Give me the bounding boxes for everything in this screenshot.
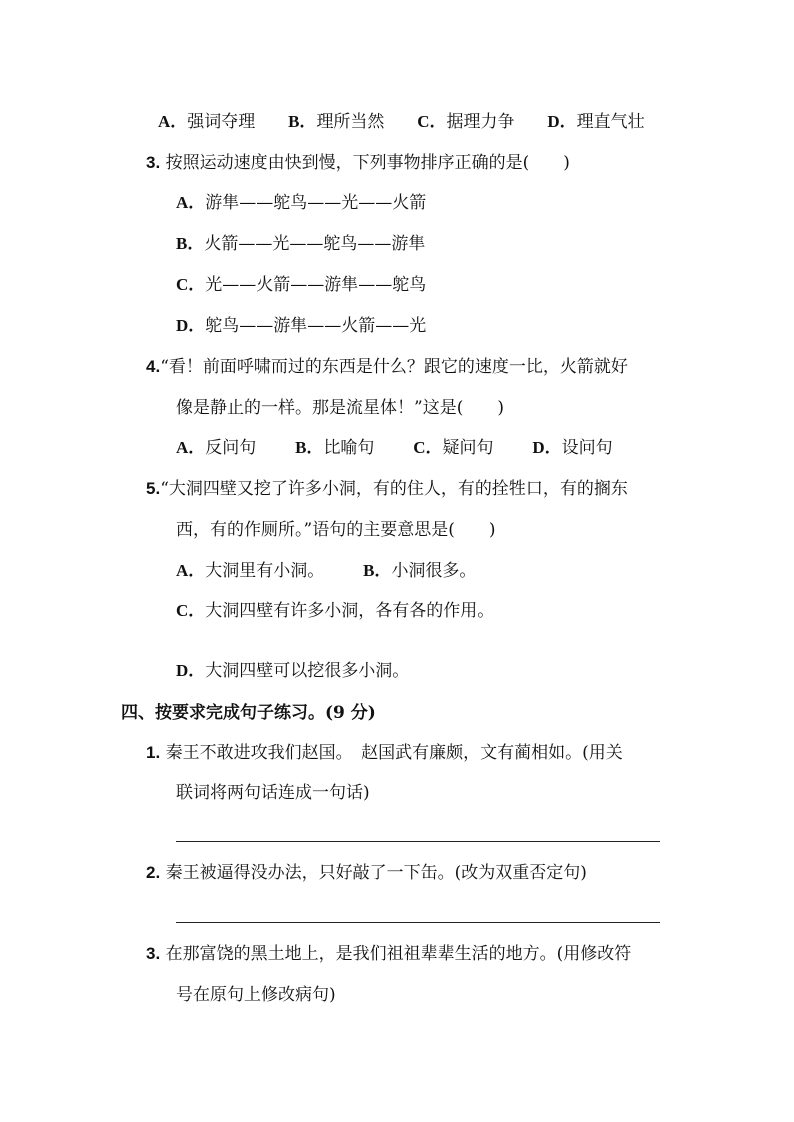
q4-option-b-letter: B． bbox=[295, 438, 324, 457]
q4-text-line1: “看！前面呼啸而过的东西是什么？跟它的速度一比，火箭就好 bbox=[160, 357, 628, 377]
q2-option-a-letter: A． bbox=[158, 112, 188, 131]
q3-stem bbox=[146, 152, 570, 174]
q3-option-b-text: 火箭——光——鸵鸟——游隼 bbox=[204, 234, 426, 254]
q4-option-a-letter: A． bbox=[176, 438, 206, 457]
q5-option-b-text: 小洞很多。 bbox=[391, 561, 477, 581]
s4-item1-number: 1. bbox=[146, 743, 161, 762]
q5-text-line1: “大洞四壁又挖了许多小洞，有的住人，有的拴牲口，有的搁东 bbox=[160, 479, 628, 499]
s4-item1-text-line1: 秦王不敢进攻我们赵国。 赵国武有廉颇，文有蔺相如。(用关 bbox=[165, 743, 623, 763]
q3-option-c-letter: C． bbox=[176, 275, 206, 294]
q2-option-a-text: 强词夺理 bbox=[187, 112, 256, 132]
q4-text-line2: 像是静止的一样。那是流星体！”这是( ) bbox=[176, 398, 504, 418]
q3-option-b-letter: B． bbox=[176, 234, 205, 253]
s4-item3-number: 3. bbox=[146, 944, 161, 963]
q3-option-c-text: 光——火箭——游隼——鸵鸟 bbox=[205, 275, 427, 295]
q4-option-a-text: 反问句 bbox=[205, 438, 257, 458]
q4-options-row bbox=[176, 437, 613, 459]
q5-option-c-text: 大洞四壁有许多小洞，各有各的作用。 bbox=[205, 601, 495, 621]
q5-stem-line1 bbox=[146, 478, 628, 500]
q5-option-b-letter: B． bbox=[363, 561, 392, 580]
q4-stem-line2 bbox=[176, 397, 504, 419]
s4-item1-line1 bbox=[146, 742, 623, 764]
q2-option-b-letter: B． bbox=[288, 112, 317, 131]
q3-option-d-text: 鸵鸟——游隼——火箭——光 bbox=[205, 316, 427, 336]
q4-option-b-text: 比喻句 bbox=[323, 438, 375, 458]
q5-text-line2: 西，有的作厕所。”语句的主要意思是( ) bbox=[176, 520, 496, 540]
q5-option-d bbox=[176, 660, 409, 682]
q2-options-row bbox=[158, 111, 645, 133]
s4-item1-line2 bbox=[176, 782, 370, 804]
s4-item3-text-line2: 号在原句上修改病句) bbox=[176, 985, 336, 1005]
q4-stem-line1 bbox=[146, 356, 628, 378]
q2-option-b-text: 理所当然 bbox=[316, 112, 385, 132]
q4-option-c-text: 疑问句 bbox=[442, 438, 494, 458]
q4-option-d-letter: D． bbox=[532, 438, 562, 457]
q3-option-d bbox=[176, 315, 426, 337]
q5-option-d-letter: D． bbox=[176, 661, 206, 680]
q3-number: 3. bbox=[146, 153, 161, 172]
s4-item3-line2 bbox=[176, 984, 336, 1006]
s4-item3-text-line1: 在那富饶的黑土地上，是我们祖祖辈辈生活的地方。(用修改符 bbox=[165, 944, 632, 964]
q5-option-a-letter: A． bbox=[176, 561, 206, 580]
q3-option-c bbox=[176, 274, 426, 296]
q4-option-c-letter: C． bbox=[413, 438, 443, 457]
section-4-title: 四、按要求完成句子练习。(9 分) bbox=[121, 703, 376, 723]
q3-option-a-text: 游隼——鸵鸟——光——火箭 bbox=[205, 193, 427, 213]
q2-option-c-letter: C． bbox=[417, 112, 447, 131]
s4-item2-text-line1: 秦王被逼得没办法，只好敲了一下缶。(改为双重否定句) bbox=[165, 863, 587, 883]
q5-options-row-ab bbox=[176, 560, 476, 582]
q2-option-d-letter: D． bbox=[547, 112, 577, 131]
s4-item2-answer-line[interactable] bbox=[176, 922, 660, 923]
q3-text: 按照运动速度由快到慢，下列事物排序正确的是( ) bbox=[165, 153, 570, 173]
s4-item2-line1 bbox=[146, 862, 587, 884]
q5-option-c-letter: C． bbox=[176, 601, 206, 620]
q5-option-d-text: 大洞四壁可以挖很多小洞。 bbox=[205, 661, 410, 681]
s4-item1-text-line2: 联词将两句话连成一句话) bbox=[176, 783, 370, 803]
q3-option-d-letter: D． bbox=[176, 316, 206, 335]
q4-option-d-text: 设问句 bbox=[561, 438, 613, 458]
q2-option-c-text: 据理力争 bbox=[446, 112, 515, 132]
q5-option-c bbox=[176, 600, 494, 622]
q3-option-a-letter: A． bbox=[176, 193, 206, 212]
s4-item3-line1 bbox=[146, 943, 631, 965]
q4-number: 4. bbox=[146, 357, 161, 376]
q5-number: 5. bbox=[146, 479, 161, 498]
s4-item1-answer-line[interactable] bbox=[176, 841, 660, 842]
s4-item2-number: 2. bbox=[146, 863, 161, 882]
q3-option-a bbox=[176, 192, 426, 214]
q5-stem-line2 bbox=[176, 519, 495, 541]
q2-option-d-text: 理直气壮 bbox=[576, 112, 645, 132]
q5-option-a-text: 大洞里有小洞。 bbox=[205, 561, 325, 581]
q3-option-b bbox=[176, 233, 425, 255]
